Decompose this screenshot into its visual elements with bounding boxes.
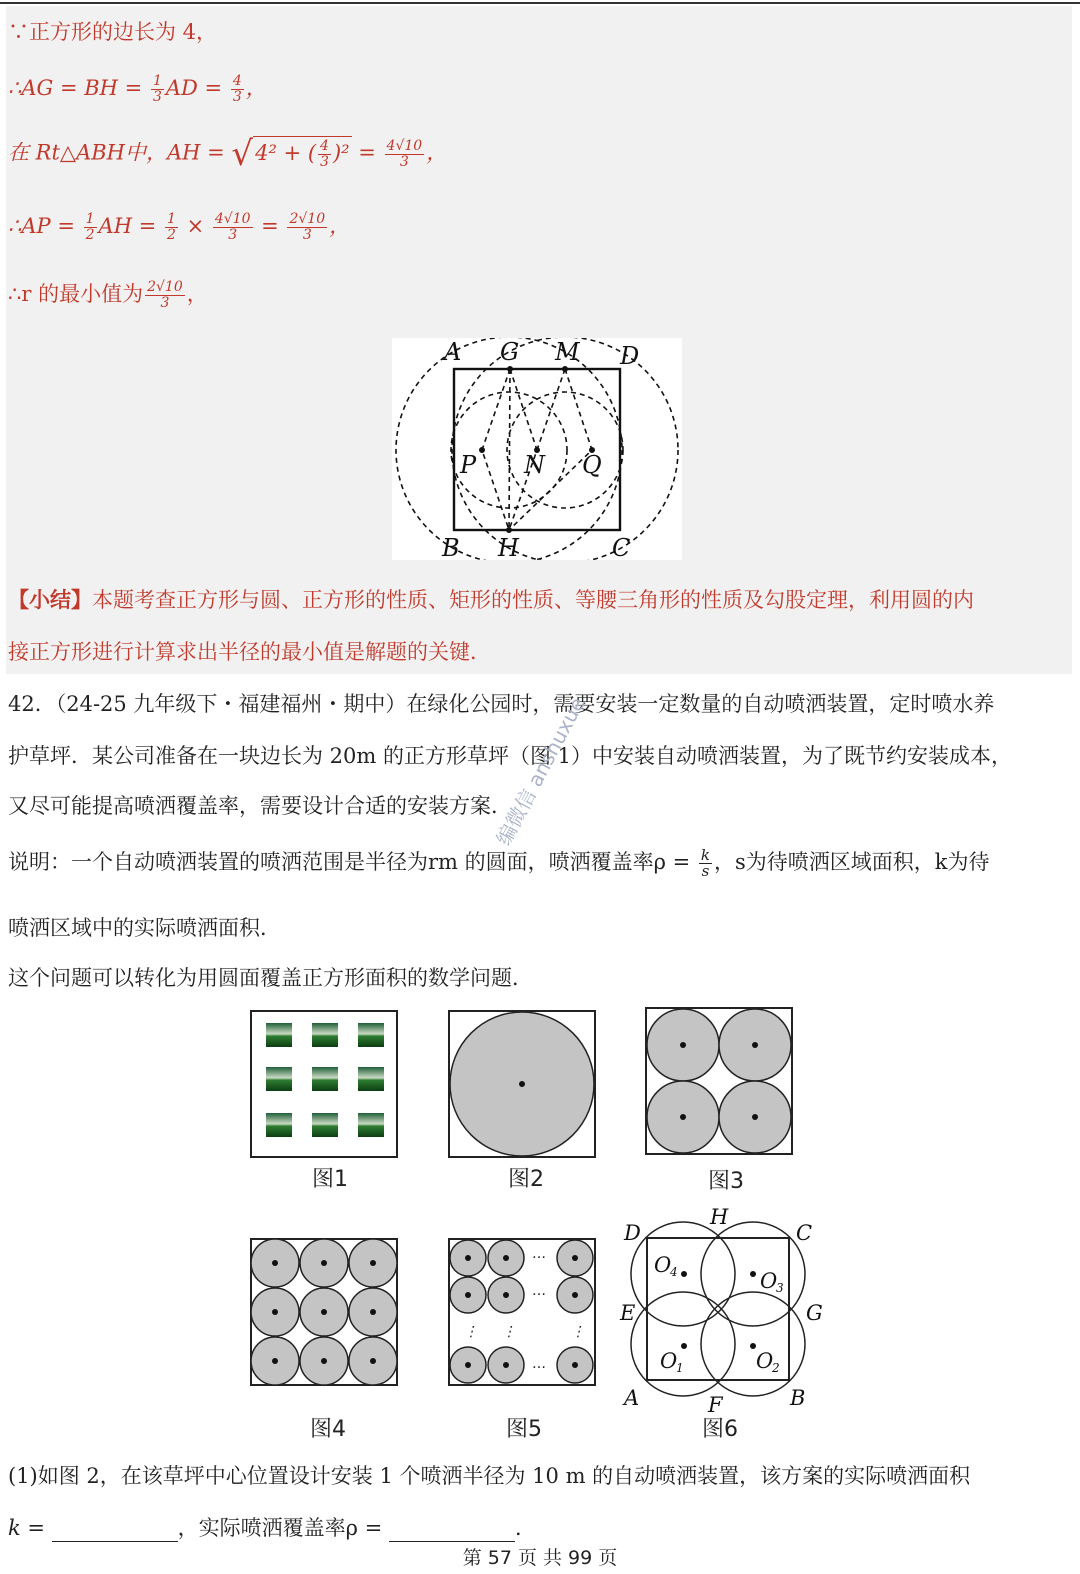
question-line-2: 护草坪．某公司准备在一块边长为 20m 的正方形草坪（图 1）中安装自动喷洒装置，为了既节约安装成本， — [8, 744, 1013, 768]
svg-text:C: C — [796, 1221, 813, 1245]
answer-blank-k[interactable] — [52, 1521, 178, 1542]
label-G: G — [500, 338, 520, 366]
label-C: C — [612, 534, 631, 560]
figure-3 — [645, 1007, 793, 1155]
svg-text:…: … — [532, 1356, 546, 1372]
svg-text:E: E — [620, 1301, 636, 1325]
svg-text:D: D — [624, 1221, 641, 1245]
svg-text:⋮: ⋮ — [571, 1324, 585, 1340]
solution-line-4: ∴AP = $\frac{1}{2}$ AH = $\frac{1}{2}$ × $\frac{4√10}{3}$ = $\frac{2√10}{3}$ ， — [8, 211, 351, 243]
top-rule — [0, 2, 1080, 4]
summary-tag: 【小结】 — [8, 587, 92, 612]
figure-4 — [250, 1238, 398, 1386]
solution-text: ∴AG = BH = — [8, 76, 149, 100]
summary-line-2: 接正方形进行计算求出半径的最小值是解题的关键． — [8, 640, 491, 664]
label-A: A — [444, 338, 462, 366]
svg-text:O: O — [760, 1269, 778, 1293]
figure-5 — [448, 1238, 596, 1386]
caption-figure-1: 图1 — [312, 1167, 348, 1192]
svg-text:B: B — [790, 1386, 806, 1410]
svg-text:O: O — [654, 1253, 672, 1277]
svg-text:4: 4 — [670, 1265, 678, 1279]
summary-line-1: 【小结】本题考查正方形与圆、正方形的性质、矩形的性质、等腰三角形的性质及勾股定理，利用圆的内 — [8, 587, 974, 612]
label-D: D — [620, 342, 640, 370]
svg-text:⋮: ⋮ — [464, 1324, 478, 1340]
question-line-6: 这个问题可以转化为用圆面覆盖正方形面积的数学问题． — [8, 966, 533, 990]
page-footer: 第 57 页 共 99 页 — [462, 1547, 618, 1569]
solution-diagram — [392, 338, 682, 560]
label-B: B — [442, 534, 460, 560]
caption-figure-3: 图3 — [708, 1169, 744, 1194]
question-line-3: 又尽可能提高喷洒覆盖率，需要设计合适的安装方案． — [8, 794, 512, 818]
figure-2 — [448, 1010, 596, 1158]
solution-text: ∴r 的最小值为 — [8, 282, 144, 306]
question-line-1: 42．（24-25 九年级下・福建福州・期中）在绿化公园时，需要安装一定数量的自动喷洒装置，定时喷水养 — [8, 692, 995, 716]
solution-text: AD = — [165, 76, 229, 100]
sqrt-radicand: 4² + ( $\frac{4}{3}$ )² — [255, 137, 350, 170]
question-line-4: 说明：一个自动喷洒装置的喷洒范围是半径为rm 的圆面，喷洒覆盖率ρ = $\frac{k}{s}$ ，s为待喷洒区域面积，k为待 — [8, 846, 990, 880]
solution-line-5: ∴r 的最小值为 $\frac{2√10}{3}$ ， — [8, 279, 208, 311]
solution-line-1 — [8, 16, 217, 46]
label-P: P — [460, 451, 477, 479]
part1-line-2: k = ，实际喷洒覆盖率ρ = ． — [8, 1516, 536, 1540]
figure-6 — [612, 1200, 834, 1416]
question-line-5: 喷洒区域中的实际喷洒面积． — [8, 916, 281, 940]
svg-text:F: F — [708, 1393, 723, 1416]
solution-line-2: ∴AG = BH = $\frac{1}{3}$ AD = $\frac{4}{3}$ ， — [8, 73, 267, 105]
svg-text:…: … — [532, 1246, 546, 1262]
caption-figure-2: 图2 — [508, 1167, 544, 1192]
label-N: N — [524, 451, 545, 479]
solution-line-3: 在 Rt△ABH中，AH = √4² + ( $\frac{4}{3}$ )² = $\frac{4√10}{3}$ ， — [8, 134, 448, 174]
label-Q: Q — [582, 451, 602, 479]
svg-text:O: O — [660, 1349, 678, 1373]
fraction-one-third: $\frac{1}{3}$ — [152, 73, 162, 105]
svg-text:⋮: ⋮ — [502, 1324, 516, 1340]
sqrt-sign: √ — [231, 134, 254, 174]
label-H: H — [498, 534, 519, 560]
svg-text:H: H — [710, 1205, 729, 1229]
fraction-4root10-3: $\frac{4√10}{3}$ — [386, 137, 423, 170]
svg-text:3: 3 — [776, 1281, 784, 1295]
caption-figure-5: 图5 — [506, 1417, 542, 1442]
solution-text: ∵正方形的边长为 4， — [8, 20, 218, 44]
fraction-four-thirds: $\frac{4}{3}$ — [232, 73, 242, 105]
label-M: M — [555, 338, 580, 366]
solution-text: ∴AP = — [8, 214, 82, 238]
watermark: 编微信 anshuxue — [491, 693, 590, 850]
svg-text:A: A — [624, 1386, 640, 1410]
svg-text:1: 1 — [676, 1361, 684, 1375]
svg-text:2: 2 — [772, 1361, 780, 1375]
svg-text:O: O — [756, 1349, 774, 1373]
svg-text:G: G — [806, 1301, 823, 1325]
caption-figure-6: 图6 — [702, 1417, 738, 1442]
answer-blank-rho[interactable] — [389, 1521, 515, 1542]
part1-line-1: (1)如图 2，在该草坪中心位置设计安装 1 个喷洒半径为 10 m 的自动喷洒装置，该方案的实际喷洒面积 — [8, 1464, 971, 1488]
solution-text: 在 Rt△ABH中，AH = — [8, 140, 232, 165]
svg-text:…: … — [532, 1283, 546, 1299]
caption-figure-4: 图4 — [310, 1417, 346, 1442]
figure-1 — [250, 1010, 398, 1158]
